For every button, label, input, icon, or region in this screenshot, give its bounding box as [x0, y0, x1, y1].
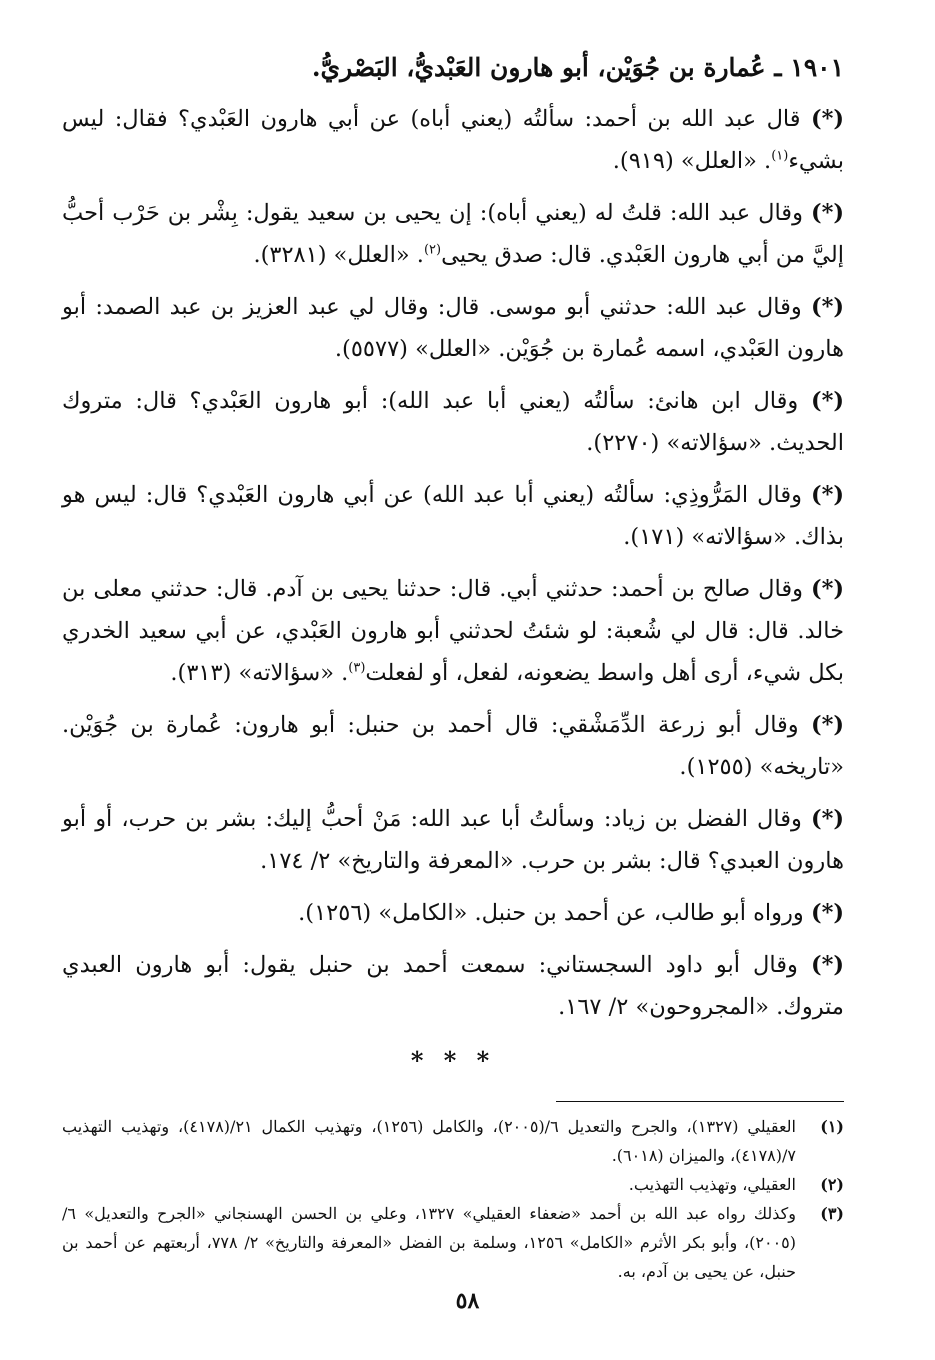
entry-paragraph: [62, 798, 844, 882]
star-marker: (*): [810, 576, 844, 602]
entry-source: . «سؤالاته» (٣١٣).: [170, 660, 349, 686]
footnote-text: العقيلي (١٣٢٧)، والجرح والتعديل ٦/(٢٠٠٥)، والكامل (١٢٥٦)، وتهذيب الكمال ٢١/(٤١٧٨)، وتهذيب التهذيب ٧/(٤١٧٨)، والميزان (٦٠١٨).: [62, 1117, 797, 1165]
star-marker: (*): [810, 388, 844, 414]
footnote-number: (٣): [820, 1204, 844, 1223]
entry-paragraph: [62, 98, 844, 182]
entry-paragraph: [62, 286, 844, 370]
page-body: [62, 46, 844, 1336]
entry-text: ورواه أبو طالب، عن أحمد بن حنبل. «الكامل» (١٢٥٦).: [298, 900, 804, 926]
footnote-ref[interactable]: (١): [771, 148, 789, 164]
entry-text: قال عبد الله بن أحمد: سألتُه (يعني أباه) عن أبي هارون العَبْدي؟ فقال: ليس بشيء: [62, 106, 844, 174]
footnote: [62, 1199, 844, 1286]
star-marker: (*): [810, 200, 844, 226]
entry-paragraph: [62, 568, 844, 694]
star-marker: (*): [810, 482, 845, 508]
entry-text: وقال المَرُّوذِي: سألتُه (يعني أبا عبد الله) عن أبي هارون العَبْدي؟ قال: ليس هو بذاك. «سؤالاته» (١٧١).: [62, 482, 844, 550]
entry-paragraph: [62, 380, 844, 464]
star-marker: (*): [810, 106, 844, 132]
footnote-number: (١): [820, 1117, 844, 1136]
section-separator: * * *: [410, 1046, 496, 1075]
entry-text: وقال ابن هانئ: سألتُه (يعني أبا عبد الله): أبو هارون العَبْدي؟ قال: متروك الحديث. «سؤالاته» (٢٢٧٠).: [62, 388, 844, 456]
star-marker: (*): [810, 900, 844, 926]
footnote-text: وكذلك رواه عبد الله بن أحمد «ضعفاء العقيلي» ١٣٢٧، وعلي بن الحسن الهسنجاني «الجرح والتعديل» ٦/ (٢٠٠٥)، وأبو بكر الأثرم «الكامل» ١٢٥٦، وسلمة بن الفضل «المعرفة والتاريخ» ٢/ ٧٧٨، أربعتهم عن أحمد بن حنبل، عن يحيى بن آدم، به.: [62, 1204, 797, 1281]
entry-text: وقال عبد الله: قلتُ له (يعني أباه): إن يحيى بن سعيد يقول: بِشْر بن حَرْب أحبُّ إليَّ من أبي هارون العَبْدي. قال: صدق يحيى: [62, 200, 844, 268]
footnote-rule: [556, 1101, 844, 1102]
star-marker: (*): [810, 712, 845, 738]
entry-source: . «العلل» (٩١٩).: [612, 148, 772, 174]
entry-text: وقال أبو داود السجستاني: سمعت أحمد بن حنبل يقول: أبو هارون العبدي متروك. «المجروحون» ٢/ ١٦٧.: [62, 952, 844, 1020]
footnote-ref[interactable]: (٣): [348, 660, 366, 676]
entry-text: وقال صالح بن أحمد: حدثني أبي. قال: حدثنا يحيى بن آدم. قال: حدثني معلى بن خالد. قال: قال لي شُعبة: لو شئتُ لحدثني أبو هارون العَبْدي، عن أبي سعيد الخدري بكل شيء، أرى أهل واسط يضعونه، لفعل، أو لفعلت: [62, 576, 844, 686]
star-marker: (*): [810, 952, 844, 978]
entry-heading: ١٩٠١ ـ عُمارة بن جُوَيْن، أبو هارون العَبْديُّ، البَصْريُّ.: [311, 53, 844, 82]
page-number: ٥٨: [455, 1288, 480, 1314]
entry-paragraph: [62, 704, 844, 788]
footnote-text: العقيلي، وتهذيب التهذيب.: [628, 1175, 796, 1194]
entry-text: وقال عبد الله: حدثني أبو موسى. قال: وقال لي عبد العزيز بن عبد الصمد: أبو هارون العَبْدي، اسمه عُمارة بن جُوَيْن. «العلل» (٥٥٧٧).: [62, 294, 844, 362]
entry-paragraph: [62, 892, 844, 934]
entry-paragraph: [62, 944, 844, 1028]
footnote-ref[interactable]: (٢): [423, 242, 442, 258]
entry-text: وقال أبو زرعة الدِّمَشْقي: قال أحمد بن حنبل: أبو هارون: عُمارة بن جُوَيْن. «تاريخه» (١٢٥٥).: [62, 712, 844, 780]
footnote: [62, 1170, 844, 1199]
star-marker: (*): [810, 294, 844, 320]
footnote: [62, 1112, 844, 1170]
entry-paragraph: [62, 192, 844, 276]
entry-paragraph: [62, 474, 844, 558]
star-marker: (*): [810, 806, 844, 832]
entry-source: . «العلل» (٣٢٨١).: [253, 242, 424, 268]
footnote-number: (٢): [820, 1175, 844, 1194]
entry-text: وقال الفضل بن زياد: وسألتُ أبا عبد الله: مَنْ أحبُّ إليك: بشر بن حرب، أو أبو هارون العبدي؟ قال: بشر بن حرب. «المعرفة والتاريخ» ٢/ ١٧٤.: [62, 806, 844, 874]
